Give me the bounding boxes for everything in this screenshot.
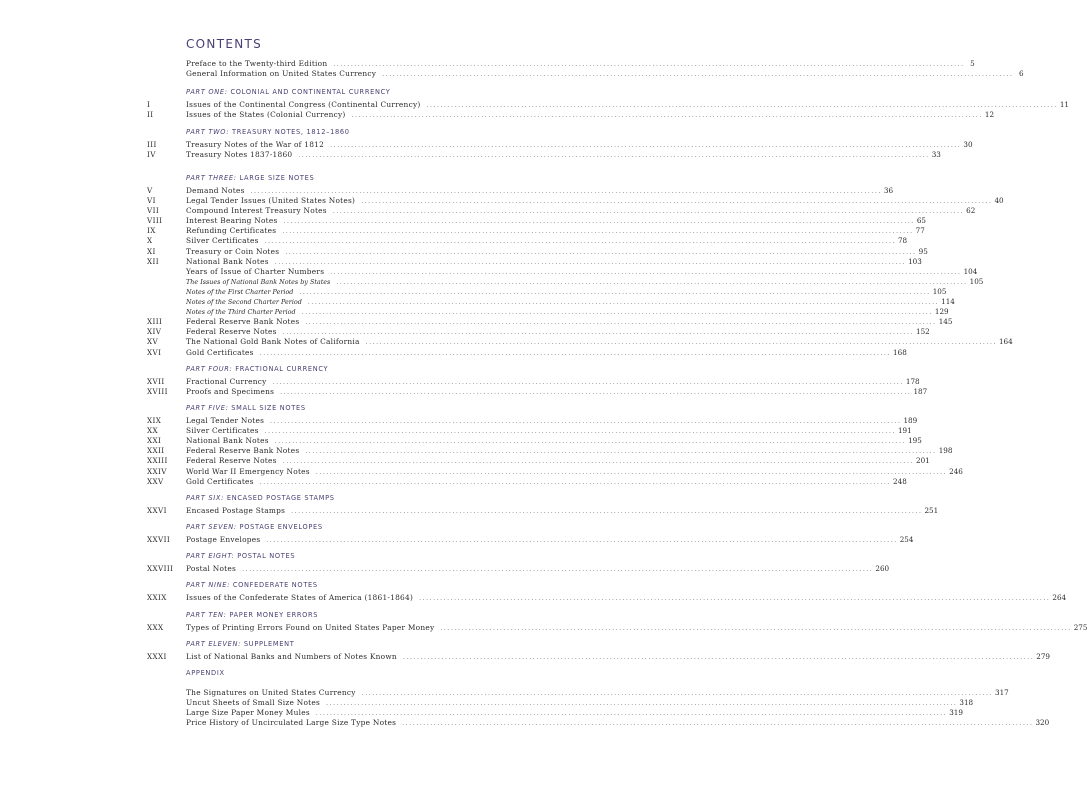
chapter-number: XIX [147, 416, 162, 425]
part-label: PART SIX: [186, 493, 225, 502]
chapter-number: XII [147, 256, 159, 266]
entry-title: Notes of the Third Charter Period [186, 308, 296, 317]
page-number: 78 [897, 236, 908, 246]
entry-title: Issues of the Continental Congress (Continental Currency) [186, 100, 421, 110]
part-label: PART TWO: [186, 127, 230, 136]
toc-entry[interactable] [0, 139, 973, 150]
page-number: 103 [908, 256, 922, 266]
part-label: PART TEN: [186, 610, 227, 619]
toc-entry[interactable] [0, 593, 1067, 603]
dot-leader: .................................................................................................................................................................................... [315, 468, 948, 476]
part-heading [186, 580, 318, 590]
dot-leader: .................................................................................................................................................................................... [272, 378, 904, 386]
entry-line [186, 593, 1067, 604]
entry-title: National Bank Notes [186, 436, 269, 446]
entry-line [186, 564, 890, 575]
dot-leader: .................................................................................................................................................................................... [330, 141, 962, 149]
entry-title: Treasury or Coin Notes [186, 246, 280, 256]
toc-entry[interactable] [0, 236, 908, 246]
page-number: 198 [938, 446, 953, 456]
dot-leader: .................................................................................................................................................................................... [305, 319, 937, 327]
page-number: 320 [1035, 718, 1050, 728]
entry-title: Gold Certificates [186, 476, 254, 486]
dot-leader: .................................................................................................................................................................................... [402, 653, 1035, 661]
entry-line [186, 110, 995, 121]
toc-entry[interactable] [0, 416, 918, 426]
dot-leader: .................................................................................................................................................................................... [326, 700, 958, 708]
entry-title: The Signatures on United States Currency [186, 688, 356, 697]
page-number: 248 [893, 476, 907, 486]
dot-leader: .................................................................................................................................................................................... [283, 218, 915, 226]
part-heading [186, 610, 318, 620]
entry-title: Federal Reserve Notes [186, 327, 277, 337]
page-number: 260 [875, 564, 890, 574]
entry-title: Postage Envelopes [186, 535, 261, 544]
page-number: 317 [995, 688, 1009, 697]
toc-entry-appendix[interactable] [0, 688, 1009, 698]
toc-entry[interactable] [0, 327, 930, 337]
dot-leader: .................................................................................................................................................................................... [242, 566, 874, 574]
part-heading [186, 551, 295, 561]
page-number: 36 [883, 185, 894, 195]
toc-entry[interactable] [0, 476, 907, 487]
toc-entry-intro[interactable] [0, 69, 1024, 79]
part-name: TREASURY NOTES, 1812–1860 [232, 127, 350, 136]
page-number: 105 [969, 276, 984, 286]
dot-leader: .................................................................................................................................................................................... [307, 299, 940, 306]
chapter-number: XXX [147, 622, 164, 632]
page-number: 318 [959, 698, 974, 708]
page-number: 104 [963, 266, 978, 276]
entry-title: Federal Reserve Bank Notes [186, 317, 300, 327]
page-number: 264 [1052, 593, 1067, 603]
page-number: 5 [970, 59, 975, 68]
chapter-number: III [147, 139, 157, 149]
part-heading [186, 127, 350, 137]
chapter-number: XXXI [147, 651, 167, 661]
entry-title: General Information on United States Currency [186, 69, 377, 79]
dot-leader: .................................................................................................................................................................................... [440, 624, 1072, 632]
chapter-number: XXVII [147, 535, 171, 544]
page-number: 105 [932, 286, 947, 296]
page-number: 279 [1036, 651, 1050, 661]
part-name: POSTAL NOTES [237, 552, 296, 561]
dot-leader: .................................................................................................................................................................................... [299, 288, 931, 296]
dot-leader: .................................................................................................................................................................................... [270, 418, 902, 425]
entry-line [186, 386, 928, 398]
part-name: COLONIAL AND CONTINENTAL CURRENCY [230, 88, 391, 97]
chapter-number: XVIII [147, 386, 168, 396]
entry-line [186, 651, 1050, 663]
toc-entry[interactable] [0, 226, 925, 236]
entry-title: Legal Tender Notes [186, 416, 265, 425]
entry-title: Large Size Paper Money Mules [186, 708, 310, 718]
part-label: PART NINE: [186, 581, 231, 590]
part-heading [186, 403, 306, 413]
page-number: 189 [903, 416, 918, 425]
page-number: 12 [984, 110, 995, 120]
page-number: 6 [1018, 69, 1024, 79]
part-heading [186, 639, 295, 649]
chapter-number: XVI [147, 347, 162, 357]
entry-title: National Bank Notes [186, 256, 269, 266]
toc-entry[interactable] [0, 110, 995, 120]
part-name: POSTAGE ENVELOPES [239, 522, 323, 531]
entry-title: Uncut Sheets of Small Size Notes [186, 698, 321, 708]
toc-entry[interactable] [0, 347, 907, 358]
page-title: CONTENTS [186, 37, 263, 51]
part-heading [186, 493, 335, 503]
dot-leader: .................................................................................................................................................................................... [305, 448, 937, 456]
page-number: 129 [934, 307, 949, 317]
entry-title: Types of Printing Errors Found on United States Paper Money [186, 622, 435, 632]
chapter-number: I [147, 100, 151, 110]
page-number: 178 [905, 376, 920, 386]
entry-title: World War II Emergency Notes [186, 466, 310, 476]
dot-leader: .................................................................................................................................................................................... [402, 720, 1034, 728]
part-heading [186, 522, 323, 532]
page-number: 145 [938, 317, 953, 327]
toc-entry[interactable] [0, 317, 953, 327]
dot-leader: .................................................................................................................................................................................... [332, 208, 965, 216]
part-label: PART FOUR: [186, 364, 233, 373]
page-number: 65 [916, 216, 927, 226]
entry-line [186, 622, 1087, 634]
toc-entry[interactable] [0, 426, 912, 436]
toc-entry[interactable] [0, 446, 953, 456]
toc-entry[interactable] [0, 337, 1013, 347]
page-number: 62 [966, 206, 976, 216]
entry-title: List of National Banks and Numbers of Notes Known [186, 651, 397, 661]
dot-leader: .................................................................................................................................................................................... [419, 595, 1051, 603]
entry-title: Federal Reserve Bank Notes [186, 446, 300, 456]
chapter-number: XXV [147, 476, 164, 486]
toc-entry-appendix[interactable] [0, 708, 963, 718]
dot-leader: .................................................................................................................................................................................... [285, 248, 917, 256]
page-number: 246 [949, 466, 963, 476]
entry-line [186, 505, 939, 517]
chapter-number: XXVI [147, 505, 167, 515]
entry-title: Fractional Currency [186, 376, 267, 386]
entry-line [186, 149, 941, 161]
dot-leader: .................................................................................................................................................................................... [259, 478, 892, 486]
toc-entry[interactable] [0, 149, 941, 160]
part-label: PART SEVEN: [186, 522, 237, 531]
entry-title: Encased Postage Stamps [186, 505, 286, 515]
toc-entry[interactable] [0, 535, 914, 545]
toc-entry[interactable] [0, 386, 928, 397]
dot-leader: .................................................................................................................................................................................... [274, 438, 907, 446]
entry-title: Proofs and Specimens [186, 386, 275, 396]
chapter-number: II [147, 110, 154, 120]
dot-leader: .................................................................................................................................................................................... [351, 112, 983, 120]
page-number: 254 [899, 535, 914, 544]
toc-entry[interactable] [0, 505, 939, 516]
toc-entry[interactable] [0, 246, 928, 257]
entry-title: Preface to the Twenty-third Edition [186, 59, 328, 68]
dot-leader: .................................................................................................................................................................................... [264, 428, 896, 436]
part-name: CONFEDERATE NOTES [232, 581, 318, 590]
dot-leader: .................................................................................................................................................................................... [330, 268, 962, 276]
toc-entry-appendix[interactable] [0, 718, 1050, 728]
entry-title: Gold Certificates [186, 347, 254, 357]
dot-leader: .................................................................................................................................................................................... [365, 339, 997, 347]
entry-line [186, 69, 1024, 80]
part-label: PART ELEVEN: [186, 639, 242, 648]
entry-line [186, 476, 907, 488]
part-label: PART ONE: [186, 88, 228, 97]
dot-leader: .................................................................................................................................................................................... [282, 228, 914, 236]
part-label: PART THREE: [186, 173, 237, 182]
toc-entry[interactable] [0, 436, 922, 446]
appendix-heading: APPENDIX [186, 668, 225, 677]
chapter-number: V [147, 185, 153, 195]
toc-entry[interactable] [0, 100, 1069, 110]
chapter-number: XXIV [147, 466, 167, 476]
entry-title: Compound Interest Treasury Notes [186, 206, 327, 216]
page-number: 11 [1059, 100, 1069, 110]
chapter-number: IV [147, 149, 156, 159]
toc-entry[interactable] [0, 206, 976, 216]
page-number: 33 [931, 149, 941, 159]
page-number: 164 [998, 337, 1013, 347]
dot-leader: .................................................................................................................................................................................... [426, 102, 1058, 110]
entry-title: Silver Certificates [186, 236, 259, 246]
toc-entry[interactable] [0, 651, 1050, 662]
page-number: 152 [916, 327, 930, 337]
part-heading [186, 173, 314, 183]
entry-line [186, 718, 1050, 729]
entry-title: Silver Certificates [186, 426, 259, 436]
entry-title: Price History of Uncirculated Large Size Type Notes [186, 718, 397, 728]
dot-leader: .................................................................................................................................................................................... [315, 710, 948, 718]
part-name: SMALL SIZE NOTES [231, 403, 306, 412]
entry-title: Postal Notes [186, 564, 237, 574]
page-number: 187 [913, 386, 928, 396]
part-name: PAPER MONEY ERRORS [229, 610, 319, 619]
entry-title: Issues of the Confederate States of America (1861-1864) [186, 593, 414, 603]
dot-leader: .................................................................................................................................................................................... [333, 61, 965, 68]
chapter-number: XXII [147, 446, 165, 456]
part-heading [186, 364, 328, 374]
dot-leader: .................................................................................................................................................................................... [250, 187, 882, 195]
toc-entry[interactable] [0, 307, 949, 317]
toc-entry[interactable] [0, 276, 984, 287]
page-number: 191 [897, 426, 912, 436]
toc-entry[interactable] [0, 286, 947, 297]
entry-title: Years of Issue of Charter Numbers [186, 266, 325, 276]
entry-title: Interest Bearing Notes [186, 216, 278, 226]
entry-title: Federal Reserve Notes [186, 456, 277, 466]
toc-entry[interactable] [0, 196, 1004, 206]
page-number: 40 [994, 196, 1004, 205]
chapter-number: XV [147, 337, 159, 347]
entry-title: Treasury Notes 1837-1860 [186, 149, 293, 159]
toc-entry[interactable] [0, 266, 978, 277]
entry-line [186, 347, 907, 359]
part-label: PART FIVE: [186, 403, 229, 412]
entry-title: Legal Tender Issues (United States Notes) [186, 196, 356, 205]
part-name: SUPPLEMENT [243, 639, 295, 648]
toc-entry[interactable] [0, 622, 1087, 633]
entry-title: Issues of the States (Colonial Currency) [186, 110, 346, 120]
chapter-number: IX [147, 226, 156, 236]
chapter-number: VIII [147, 216, 163, 226]
chapter-number: XIV [147, 327, 162, 337]
dot-leader: .................................................................................................................................................................................... [361, 690, 994, 697]
part-heading [186, 87, 391, 97]
chapter-number: VII [147, 206, 160, 216]
page-number: 251 [924, 505, 939, 515]
toc-entry-appendix[interactable] [0, 698, 974, 708]
dot-leader: .................................................................................................................................................................................... [274, 258, 907, 266]
dot-leader: .................................................................................................................................................................................... [264, 238, 896, 246]
dot-leader: .................................................................................................................................................................................... [266, 537, 898, 544]
toc-entry[interactable] [0, 376, 920, 387]
chapter-number: XXIX [147, 593, 167, 603]
entry-title: The National Gold Bank Notes of California [186, 337, 360, 347]
part-name: LARGE SIZE NOTES [239, 173, 315, 182]
page-number: 319 [949, 708, 963, 718]
chapter-number: XI [147, 246, 156, 256]
toc-entry[interactable] [0, 185, 894, 196]
dot-leader: .................................................................................................................................................................................... [291, 507, 923, 515]
toc-entry[interactable] [0, 456, 930, 466]
page-number: 168 [893, 347, 907, 357]
toc-entry[interactable] [0, 297, 955, 307]
entry-title: Notes of the Second Charter Period [186, 298, 302, 306]
page-number: 95 [918, 246, 928, 256]
page-number: 195 [908, 436, 922, 446]
dot-leader: .................................................................................................................................................................................... [301, 309, 933, 317]
chapter-number: X [147, 236, 153, 246]
toc-entry[interactable] [0, 466, 963, 477]
toc-entry[interactable] [0, 564, 890, 574]
dot-leader: .................................................................................................................................................................................... [336, 278, 968, 286]
dot-leader: .................................................................................................................................................................................... [282, 458, 915, 466]
entry-title: Demand Notes [186, 185, 245, 195]
chapter-number: XX [147, 426, 159, 436]
entry-title: Refunding Certificates [186, 226, 277, 236]
entry-line [186, 535, 914, 546]
chapter-number: XVII [147, 376, 165, 386]
dot-leader: .................................................................................................................................................................................... [298, 151, 930, 159]
dot-leader: .................................................................................................................................................................................... [280, 388, 912, 396]
page-number: 30 [963, 139, 973, 149]
page-number: 77 [915, 226, 925, 236]
toc-entry[interactable] [0, 256, 922, 267]
chapter-number: VI [147, 196, 156, 205]
chapter-number: XXIII [147, 456, 168, 466]
part-name: ENCASED POSTAGE STAMPS [226, 493, 335, 502]
dot-leader: .................................................................................................................................................................................... [361, 198, 993, 205]
page-number: 275 [1073, 622, 1087, 632]
toc-entry[interactable] [0, 216, 927, 226]
toc-entry-intro[interactable] [0, 59, 975, 69]
chapter-number: XXVIII [147, 564, 174, 574]
chapter-number: XIII [147, 317, 163, 327]
part-name: FRACTIONAL CURRENCY [235, 364, 329, 373]
page-number: 114 [941, 297, 955, 306]
part-label: PART EIGHT: [186, 552, 235, 561]
dot-leader: .................................................................................................................................................................................... [282, 329, 915, 337]
chapter-number: XXI [147, 436, 162, 446]
entry-title: Treasury Notes of the War of 1812 [186, 139, 325, 149]
entry-title: The Issues of National Bank Notes by States [186, 277, 331, 286]
page-number: 201 [916, 456, 930, 466]
dot-leader: .................................................................................................................................................................................... [259, 349, 892, 357]
dot-leader: .................................................................................................................................................................................... [382, 71, 1014, 79]
entry-title: Notes of the First Charter Period [186, 287, 294, 296]
